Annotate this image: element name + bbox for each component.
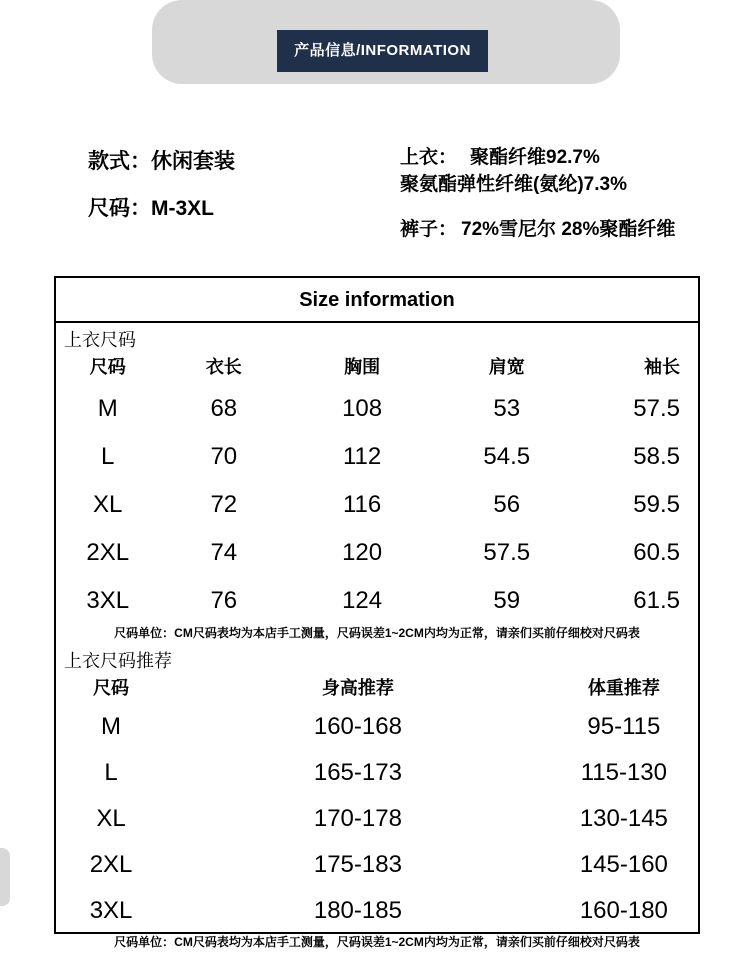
size-range-label: 尺码： bbox=[88, 197, 151, 220]
size-row bbox=[56, 888, 698, 934]
top-sizes-note: 尺码单位：CM尺码表均为本店手工测量，尺码误差1~2CM内均为正常，请亲们买前仔细校对尺码表 bbox=[114, 625, 640, 640]
size-cell: 170-178 bbox=[313, 805, 402, 833]
pants-fabric-value: 72%雪尼尔 28%聚酯纤维 bbox=[461, 219, 676, 240]
top-fabric-value-line1: 聚酯纤维92.7% bbox=[470, 147, 600, 168]
size-cell: 3XL bbox=[89, 897, 133, 925]
top-fabric-label: 上衣： bbox=[400, 147, 458, 168]
column-header: 袖长 bbox=[644, 357, 680, 378]
size-cell: 72 bbox=[210, 490, 238, 518]
size-cell: 59.5 bbox=[633, 490, 680, 518]
size-info-title: Size information bbox=[56, 278, 698, 323]
size-info-panel bbox=[54, 276, 700, 950]
size-cell: 175-183 bbox=[313, 851, 402, 879]
column-header: 肩宽 bbox=[488, 357, 525, 378]
size-cell: 59 bbox=[493, 586, 521, 614]
size-cell: 76 bbox=[210, 586, 238, 614]
size-cell: 116 bbox=[342, 490, 382, 518]
top-fabric-row-line2: 聚氨酯弹性纤维(氨纶)7.3% bbox=[400, 174, 627, 195]
size-cell: 2XL bbox=[89, 851, 133, 879]
size-cell: 57.5 bbox=[483, 538, 531, 566]
top-fabric-row bbox=[400, 147, 600, 169]
column-header: 衣长 bbox=[205, 357, 242, 378]
size-cell: 165-173 bbox=[313, 759, 402, 787]
top-sizes-table bbox=[56, 351, 698, 625]
banner-title-bar bbox=[277, 30, 488, 72]
size-row bbox=[56, 750, 698, 796]
size-cell: 70 bbox=[210, 442, 238, 470]
size-cell: 160-180 bbox=[579, 897, 668, 925]
size-cell: 95-115 bbox=[587, 713, 661, 741]
column-header: 胸围 bbox=[344, 357, 381, 378]
size-recommendation-label: 上衣尺码推荐 bbox=[64, 651, 172, 672]
size-cell: 53 bbox=[493, 394, 521, 422]
size-cell: 56 bbox=[493, 490, 521, 518]
size-row bbox=[56, 385, 698, 433]
size-row bbox=[56, 481, 698, 529]
size-cell: 2XL bbox=[86, 538, 130, 566]
column-header: 尺码 bbox=[93, 677, 130, 698]
column-header: 体重推荐 bbox=[587, 677, 660, 698]
column-header: 身高推荐 bbox=[321, 677, 394, 698]
size-cell: 61.5 bbox=[633, 586, 680, 614]
size-recommendation-table bbox=[56, 672, 698, 934]
size-cell: 54.5 bbox=[483, 442, 531, 470]
size-cell: M bbox=[97, 394, 118, 422]
size-cell: 145-160 bbox=[579, 851, 668, 879]
size-cell: 120 bbox=[342, 538, 383, 566]
style-row bbox=[88, 150, 235, 174]
size-cell: 130-145 bbox=[579, 805, 668, 833]
size-cell: 68 bbox=[210, 394, 238, 422]
style-label: 款式： bbox=[88, 150, 151, 173]
size-cell: 58.5 bbox=[633, 442, 680, 470]
size-cell: 180-185 bbox=[313, 897, 402, 925]
size-cell: M bbox=[101, 713, 122, 741]
size-cell: XL bbox=[96, 805, 126, 833]
size-cell: 74 bbox=[210, 538, 238, 566]
size-row bbox=[56, 796, 698, 842]
style-value: 休闲套装 bbox=[151, 150, 235, 173]
left-edge-decoration bbox=[0, 848, 10, 906]
size-cell: L bbox=[104, 759, 118, 787]
size-row bbox=[56, 842, 698, 888]
banner-title: 产品信息/INFORMATION bbox=[294, 42, 471, 60]
size-row bbox=[56, 433, 698, 481]
size-cell: 112 bbox=[342, 442, 382, 470]
size-cell: 57.5 bbox=[633, 394, 680, 422]
size-range-value: M-3XL bbox=[151, 197, 214, 220]
column-header: 尺码 bbox=[89, 357, 126, 378]
size-cell: 108 bbox=[342, 394, 383, 422]
header-row bbox=[56, 672, 698, 704]
size-range-row bbox=[88, 197, 214, 221]
header-row bbox=[56, 351, 698, 385]
size-cell: XL bbox=[93, 490, 123, 518]
top-sizes-section-label: 上衣尺码 bbox=[64, 330, 136, 350]
size-row bbox=[56, 577, 698, 625]
pants-fabric-label: 裤子： bbox=[400, 219, 458, 240]
size-cell: 60.5 bbox=[633, 538, 680, 566]
size-cell: 124 bbox=[342, 586, 383, 614]
size-cell: 160-168 bbox=[313, 713, 402, 741]
size-cell: 3XL bbox=[86, 586, 130, 614]
size-row bbox=[56, 529, 698, 577]
size-cell: 115-130 bbox=[580, 759, 667, 787]
pants-fabric-row bbox=[400, 219, 675, 241]
size-row bbox=[56, 704, 698, 750]
size-recommendation-note: 尺码单位：CM尺码表均为本店手工测量，尺码误差1~2CM内均为正常，请亲们买前仔细校对尺码表 bbox=[114, 935, 640, 950]
size-cell: L bbox=[101, 442, 115, 470]
